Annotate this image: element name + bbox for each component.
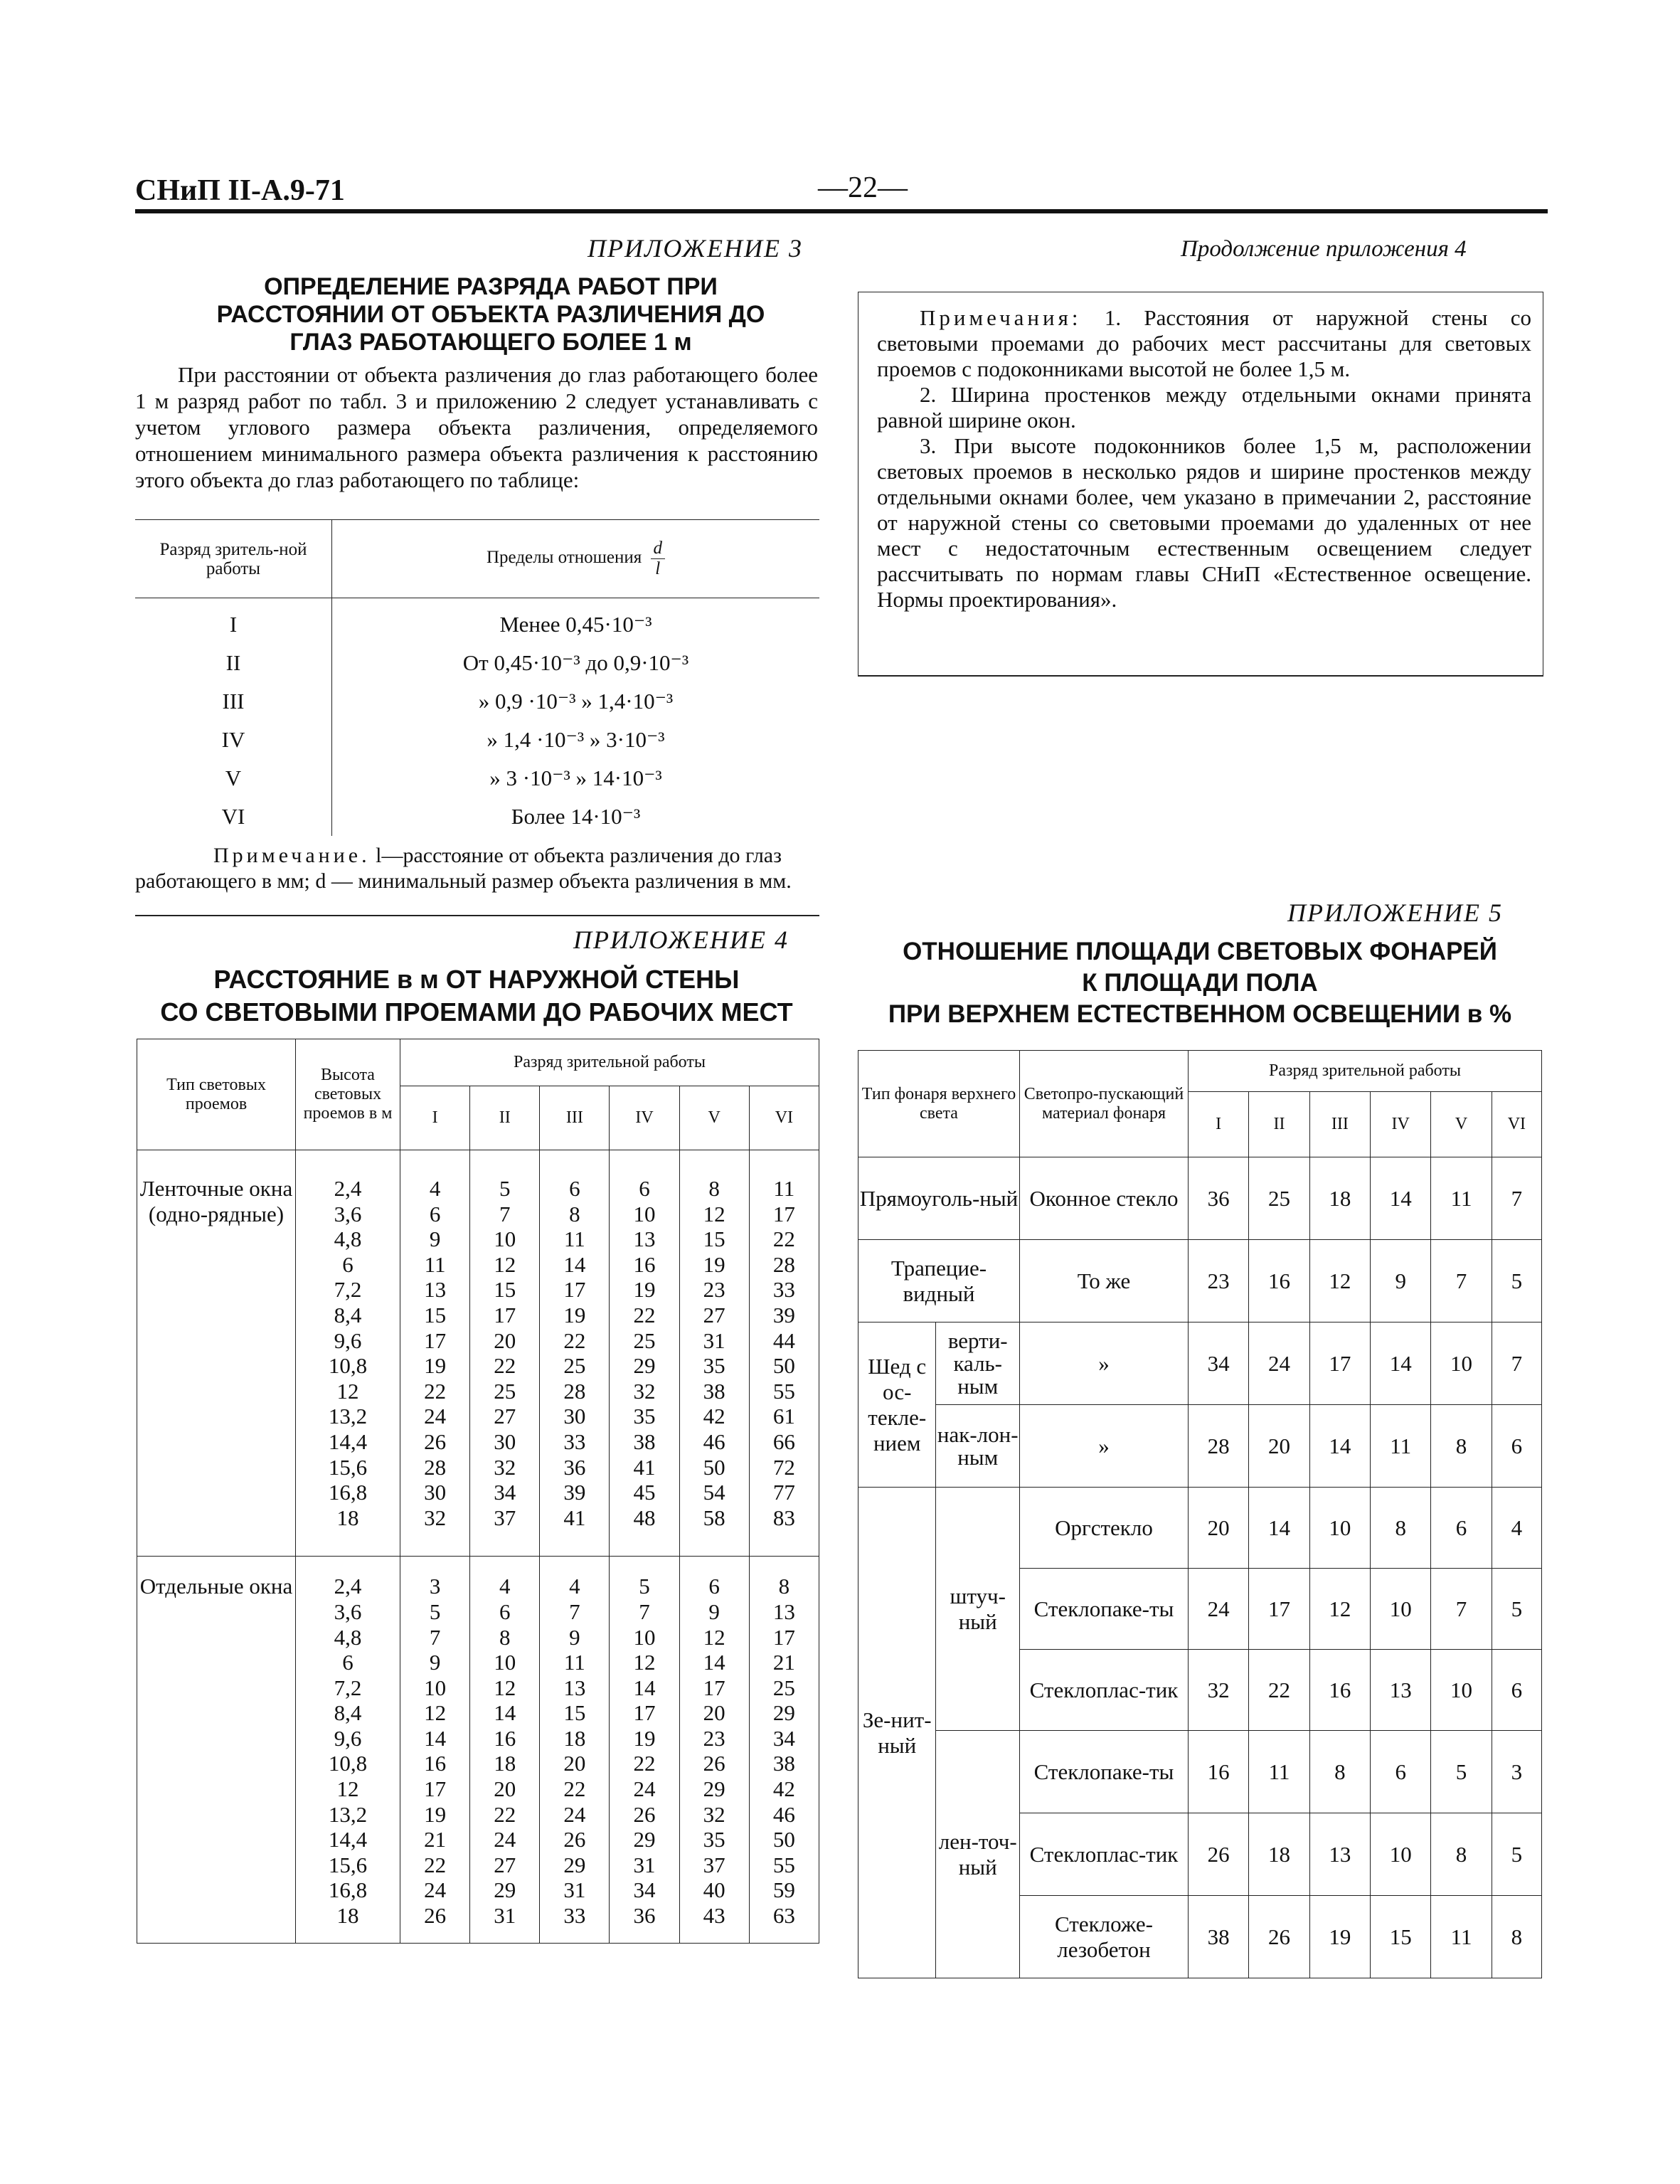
appendix-5-label: ПРИЛОЖЕНИЕ 5 <box>1287 898 1503 927</box>
values-list: 6 9 12 14 17 20 23 26 29 32 35 37 40 43 <box>679 1557 749 1943</box>
col-type-header: Тип световых проемов <box>137 1039 296 1150</box>
table-row: нак-лон-ным » 28 20 14 11 8 6 <box>858 1405 1542 1488</box>
heights-list: 2,4 3,6 4,8 6 7,2 8,4 9,6 10,8 12 13,2 14,4 15,6 16,8 18 <box>296 1150 400 1557</box>
table-row: Зе-нит-ный штуч-ный Оргстекло 20 14 10 8 6 4 <box>858 1488 1542 1569</box>
col-type-header: Тип фонаря верхнего света <box>858 1051 1020 1157</box>
table-row: IV <box>135 721 332 759</box>
table-row: Стеклоплас-тик 26 18 13 10 8 5 <box>858 1813 1542 1896</box>
table-row: VI <box>135 797 332 836</box>
shed-cell: Шед с ос-текле-нием <box>858 1322 936 1488</box>
zenith-cell: Зе-нит-ный <box>858 1488 936 1978</box>
skylight-table: Тип фонаря верхнего света Светопро-пускающий материал фонаря Разряд зрительной работы I II III IV V VI Прямоуголь-ный Оконное стекло 36 25 18 14 11 7 Трапецие-видный То же 23 16 12 9 7 5 Шед с ос-текле-нием верти-каль-ным » 34 24 17 14 10 7 нак-лон-ным » 28 20 14 11 8 6 Зе-нит-ный штуч-ный Оргстекло 20 14 10 8 6 4 Стеклопаке-ты 24 17 12 10 7 5 Стеклоплас-тик 32 22 16 13 10 6 лен-точ-ный Стеклопаке-ты 16 11 8 6 5 3 Стеклоплас-тик 26 18 13 10 8 5 Стекложе-лезобетон 38 26 19 15 11 8 <box>858 1050 1542 1978</box>
values-list: 3 5 7 9 10 12 14 16 17 19 21 22 24 26 <box>400 1557 470 1943</box>
values-list: 5 7 10 12 15 17 20 22 25 27 30 32 34 37 <box>470 1150 540 1557</box>
notes-box: Примечания: 1. Расстояния от наружной стены со световыми проемами до рабочих мест рассчитаны для световых проемов с подоконниками высотой не более 1,5 м. 2. Ширина простенков между отдельными окнами принята равной ширине окон. 3. При высоте подоконников более 1,5 м, расположении световых проемов в несколько рядов и ширине простенков между отдельными окнами более, чем указано в примечании 2, расстояние от наружной стены со световыми проемами до удаленных от нее мест с недостаточным естественным освещением следует рассчитывать по нормам главы СНиП «Естественное освещение. Нормы проектирования». <box>858 292 1543 677</box>
col-material-header: Светопро-пускающий материал фонаря <box>1020 1051 1189 1157</box>
values-list: 6 10 13 16 19 22 25 29 32 35 38 41 45 48 <box>610 1150 679 1557</box>
appendix-3-title: ОПРЕДЕЛЕНИЕ РАЗРЯДА РАБОТ ПРИ РАССТОЯНИИ ОТ ОБЪЕКТА РАЗЛИЧЕНИЯ ДО ГЛАЗ РАБОТАЮЩЕГО БОЛЕЕ 1 м <box>216 273 765 356</box>
values-list: 4 7 9 11 13 15 18 20 22 24 26 29 31 33 <box>540 1557 610 1943</box>
table-row: Прямоуголь-ный Оконное стекло 36 25 18 14 11 7 <box>858 1157 1542 1240</box>
appendix-4-label: ПРИЛОЖЕНИЕ 4 <box>573 926 789 954</box>
col-grade-header: Разряд зрительной работы <box>1189 1051 1542 1092</box>
ratio-table: Разряд зритель-ной работы Пределы отношения $\frac{d}{l}$ I Менее 0,45·10⁻³ II От 0,45·10⁻³ до 0,9·10⁻³ III » 0,9 ·10⁻³ » 1,4·10⁻³ IV » 1,4 ·10⁻³ » 3·10⁻³ V » 3 ·10⁻³ » 14·10⁻³ VI Более 14·10⁻³ Примечание. l—расстояние от объекта различения до глаз работающего в мм; d — минимальный размер объекта различения в мм. <box>135 519 819 898</box>
appendix-4-title: РАССТОЯНИЕ в м ОТ НАРУЖНОЙ СТЕНЫ СО СВЕТОВЫМИ ПРОЕМАМИ ДО РАБОЧИХ МЕСТ <box>160 965 793 1027</box>
table-row: Стеклопаке-ты 24 17 12 10 7 5 <box>858 1569 1542 1650</box>
col-ratio-header: Пределы отношения $\frac{d}{l}$ <box>332 520 820 598</box>
values-list: 4 6 9 11 13 15 17 19 22 24 26 28 30 32 <box>400 1150 470 1557</box>
page-number: —22— <box>818 171 908 204</box>
continuation-label: Продолжение приложения 4 <box>1181 236 1467 262</box>
table-row: лен-точ-ный Стеклопаке-ты 16 11 8 6 5 3 <box>858 1731 1542 1813</box>
heights-list: 2,4 3,6 4,8 6 7,2 8,4 9,6 10,8 12 13,2 14,4 15,6 16,8 18 <box>296 1557 400 1943</box>
table-row: V <box>135 759 332 797</box>
col-grade-header: Разряд зритель-ной работы <box>135 520 332 598</box>
values-list: 11 17 22 28 33 39 44 50 55 61 66 72 77 83 <box>749 1150 819 1557</box>
ratio-table-note: Примечание. l—расстояние от объекта различения до глаз работающего в мм; d — минимальный размер объекта различения в мм. <box>135 844 792 893</box>
table-row: Трапецие-видный То же 23 16 12 9 7 5 <box>858 1240 1542 1322</box>
appendix-3-label: ПРИЛОЖЕНИЕ 3 <box>588 234 803 263</box>
values-list: 8 12 15 19 23 27 31 35 38 42 46 50 54 58 <box>679 1150 749 1557</box>
table-row: III <box>135 682 332 721</box>
ratio-table-bottom-rule <box>135 915 819 916</box>
table-row: Стекложе-лезобетон 38 26 19 15 11 8 <box>858 1896 1542 1978</box>
group-separate-windows: Отдельные окна <box>137 1557 296 1943</box>
table-row: Шед с ос-текле-нием верти-каль-ным » 34 24 17 14 10 7 <box>858 1322 1542 1405</box>
values-list: 8 13 17 21 25 29 34 38 42 46 50 55 59 63 <box>749 1557 819 1943</box>
values-list: 5 7 10 12 14 17 19 22 24 26 29 31 34 36 <box>610 1557 679 1943</box>
table-row: I <box>135 605 332 644</box>
values-list: 4 6 8 10 12 14 16 18 20 22 24 27 29 31 <box>470 1557 540 1943</box>
values-list: 6 8 11 14 17 19 22 25 28 30 33 36 39 41 <box>540 1150 610 1557</box>
header-rule <box>135 209 1548 213</box>
col-grade-header: Разряд зрительной работы <box>400 1039 819 1086</box>
table-row: II <box>135 644 332 682</box>
appendix-5-title: ОТНОШЕНИЕ ПЛОЩАДИ СВЕТОВЫХ ФОНАРЕЙ К ПЛОЩАДИ ПОЛА ПРИ ВЕРХНЕМ ЕСТЕСТВЕННОМ ОСВЕЩЕНИИ в % <box>888 938 1512 1028</box>
document-code: СНиП II-А.9-71 <box>135 174 345 207</box>
col-height-header: Высота световых проемов в м <box>296 1039 400 1150</box>
distance-table: Тип световых проемов Высота световых проемов в м Разряд зрительной работы I II III IV V VI Ленточные окна (одно-рядные) 2,4 3,6 4,8 6 7,2 8,4 9,6 10,8 12 13,2 14,4 15,6 16,8 18 4 6 9 11 13 15 17 19 22 24 26 28 30 32 5 7 10 12 15 17 20 22 25 27 30 32 34 37 6 8 11 14 17 19 22 25 28 30 33 36 39 41 6 10 13 16 19 22 25 29 32 35 38 41 45 48 8 12 15 19 23 27 31 35 38 42 46 50 54 58 11 17 22 28 33 39 44 50 55 61 66 72 77 83 Отдельные окна 2,4 3,6 4,8 6 7,2 8,4 9,6 10,8 12 13,2 14,4 15,6 16,8 18 3 5 7 9 10 12 14 16 17 19 21 22 24 26 4 6 8 10 12 14 16 18 20 22 24 27 29 31 4 7 9 11 13 15 18 20 22 24 26 29 31 33 5 7 10 12 14 17 19 22 24 26 29 31 34 36 6 9 12 14 17 20 23 26 29 32 35 37 40 43 8 13 17 21 25 29 34 38 42 46 50 55 59 63 <box>137 1039 819 1944</box>
table-row: Стеклоплас-тик 32 22 16 13 10 6 <box>858 1650 1542 1731</box>
group-ribbon-windows: Ленточные окна (одно-рядные) <box>137 1150 296 1557</box>
appendix-3-intro: При расстоянии от объекта различения до глаз работающего более 1 м разряд работ по табл. 3 и приложению 2 следует устанавливать с учетом углового размера объекта различения, определяемого отношением минимального размера объекта различения к расстоянию этого объекта до глаз работающего по таблице: <box>135 362 818 492</box>
